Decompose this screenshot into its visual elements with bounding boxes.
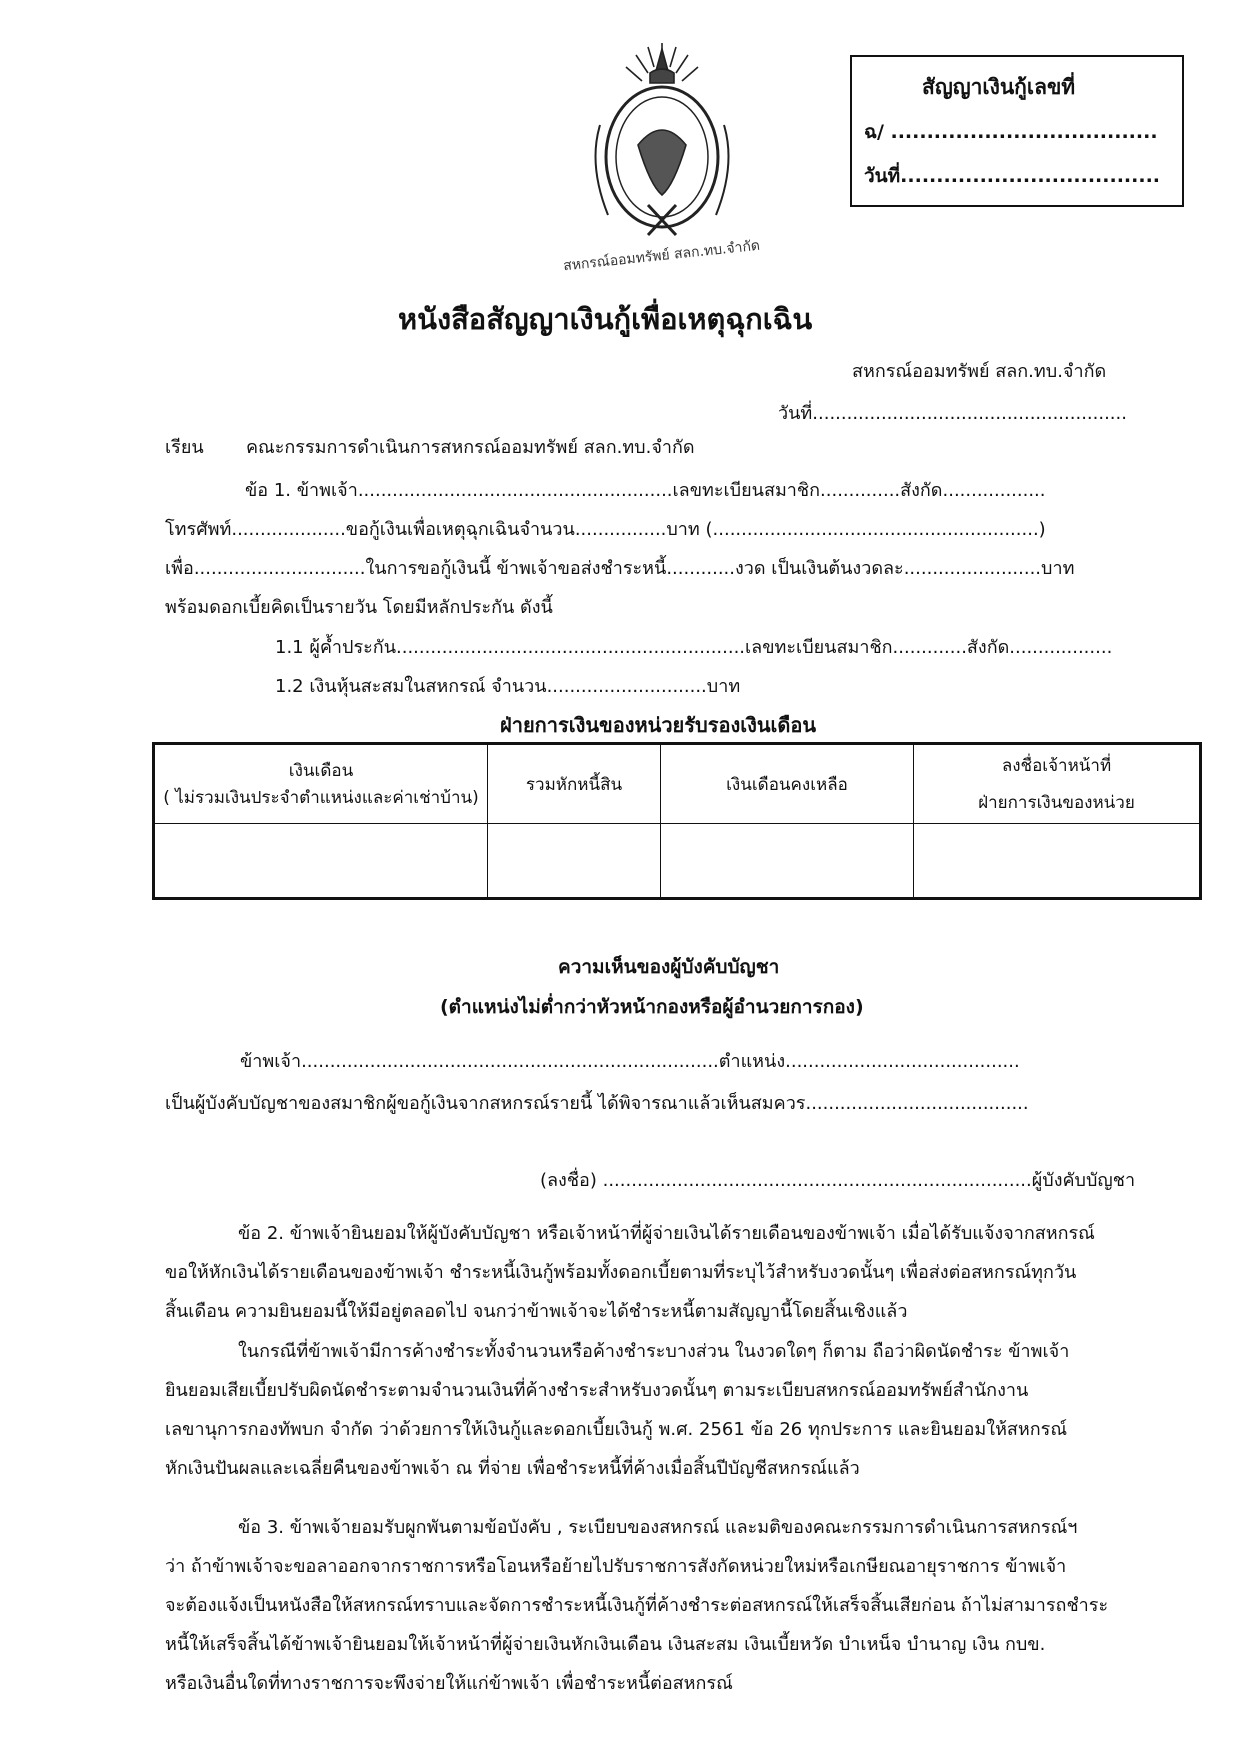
commander-line1[interactable]: ข้าพเจ้า.........................................................................ตำแหน่ง......................................... xyxy=(240,1051,1020,1072)
seal-text: สหกรณ์ออมทรัพย์ สลก.ทบ.จำกัด xyxy=(562,237,761,275)
clause1-line1[interactable]: ข้อ 1. ข้าพเจ้า.......................................................เลขทะเบียนสมาชิก..............สังกัด.................. xyxy=(245,480,1046,501)
clause1-line3[interactable]: เพื่อ..............................ในการขอกู้เงินนี้ ข้าพเจ้าขอส่งชำระหนี้............งวด เป็นเงินต้นงวดละ........................บาท xyxy=(165,558,1075,579)
clause3-line: ข้อ 3. ข้าพเจ้ายอมรับผูกพันตามข้อบังคับ , ระเบียบของสหกรณ์ และมติของคณะกรรมการดำเนินการสหกรณ์ฯ xyxy=(238,1517,1078,1538)
cooperative-seal-emblem xyxy=(562,35,761,275)
clause3-line: หรือเงินอื่นใดที่ทางราชการจะพึงจ่ายให้แก่ข้าพเจ้า เพื่อชำระหนี้ต่อสหกรณ์ xyxy=(165,1673,733,1694)
header-salary: เงินเดือน ( ไม่รวมเงินประจำตำแหน่งและค่าเช่าบ้าน) xyxy=(154,744,488,824)
clause2-line: ยินยอมเสียเบี้ยปรับผิดนัดชำระตามจำนวนเงินที่ค้างชำระสำหรับงวดนั้นๆ ตามระเบียบสหกรณ์ออมทรัพย์สำนักงาน xyxy=(165,1380,1029,1401)
clause1-shares[interactable]: 1.2 เงินหุ้นสะสมในสหกรณ์ จำนวน............................บาท xyxy=(275,676,741,697)
commander-subheading: (ตำแหน่งไม่ต่ำกว่าหัวหน้ากองหรือผู้อำนวยการกอง) xyxy=(440,996,864,1018)
clause2-line: เลขานุการกองทัพบก จำกัด ว่าด้วยการให้เงินกู้และดอกเบี้ยเงินกู้ พ.ศ. 2561 ข้อ 26 ทุกประการ และยินยอมให้สหกรณ์ xyxy=(165,1419,1068,1440)
date-field[interactable]: วันที่....................................................... xyxy=(778,403,1127,424)
page-title: หนังสือสัญญาเงินกู้เพื่อเหตุฉุกเฉิน xyxy=(398,302,813,336)
clause3-line: หนี้ให้เสร็จสิ้นได้ข้าพเจ้ายินยอมให้เจ้าหน้าที่ผู้จ่ายเงินหักเงินเดือน เงินสะสม เงินเบี้ยหวัด บำเหน็จ บำนาญ เงิน กบข. xyxy=(165,1634,1046,1655)
clause2-line: ในกรณีที่ข้าพเจ้ามีการค้างชำระทั้งจำนวนหรือค้างชำระบางส่วน ในงวดใดๆ ก็ตาม ถือว่าผิดนัดชำระ ข้าพเจ้า xyxy=(238,1341,1070,1362)
cell-officer-sign[interactable] xyxy=(914,824,1201,899)
clause2-line: ขอให้หักเงินได้รายเดือนของข้าพเจ้า ชำระหนี้เงินกู้พร้อมทั้งดอกเบี้ยตามที่ระบุไว้สำหรับงวดนั้นๆ เพื่อส่งต่อสหกรณ์ทุกวัน xyxy=(165,1262,1077,1283)
contract-number-field[interactable]: ฉ/ ..................................... xyxy=(864,121,1158,143)
contract-number-box xyxy=(850,55,1184,207)
salary-certification-table xyxy=(152,742,1202,900)
organization-name: สหกรณ์ออมทรัพย์ สลก.ทบ.จำกัด xyxy=(852,361,1107,382)
salutation-text: คณะกรรมการดำเนินการสหกรณ์ออมทรัพย์ สลก.ทบ.จำกัด xyxy=(246,437,695,458)
salutation-label: เรียน xyxy=(165,437,204,458)
clause3-line: จะต้องแจ้งเป็นหนังสือให้สหกรณ์ทราบและจัดการชำระหนี้เงินกู้ที่ค้างชำระต่อสหกรณ์ให้เสร็จสิ้นเสียก่อน ถ้าไม่สามารถชำระ xyxy=(165,1595,1109,1616)
clause1-line2[interactable]: โทรศัพท์....................ขอกู้เงินเพื่อเหตุฉุกเฉินจำนวน................บาท (.........................................................) xyxy=(165,519,1046,540)
contract-box-title: สัญญาเงินกู้เลขที่ xyxy=(922,75,1076,99)
clause2-line: หักเงินปันผลและเฉลี่ยคืนของข้าพเจ้า ณ ที่จ่าย เพื่อชำระหนี้ที่ค้างเมื่อสิ้นปีบัญชีสหกรณ์แล้ว xyxy=(165,1458,860,1479)
cell-total-deduction[interactable] xyxy=(488,824,661,899)
cell-salary[interactable] xyxy=(154,824,488,899)
commander-signature[interactable]: (ลงชื่อ) ...........................................................................ผู้บังคับบัญชา xyxy=(540,1170,1136,1191)
clause1-line4: พร้อมดอกเบี้ยคิดเป็นรายวัน โดยมีหลักประกัน ดังนี้ xyxy=(165,597,553,618)
contract-date-field[interactable]: วันที่.................................... xyxy=(864,165,1161,187)
header-finance-officer-sign: ลงชื่อเจ้าหน้าที่ ฝ่ายการเงินของหน่วย xyxy=(914,744,1201,824)
commander-heading: ความเห็นของผู้บังคับบัญชา xyxy=(558,956,780,978)
finance-heading: ฝ่ายการเงินของหน่วยรับรองเงินเดือน xyxy=(500,713,817,737)
header-remaining-salary: เงินเดือนคงเหลือ xyxy=(661,744,914,824)
clause2-line: สิ้นเดือน ความยินยอมนี้ให้มีอยู่ตลอดไป จนกว่าข้าพเจ้าจะได้ชำระหนี้ตามสัญญานี้โดยสิ้นเชิงแล้ว xyxy=(165,1301,908,1322)
commander-line2[interactable]: เป็นผู้บังคับบัญชาของสมาชิกผู้ขอกู้เงินจากสหกรณ์รายนี้ ได้พิจารณาแล้วเห็นสมควร....................................... xyxy=(165,1093,1029,1114)
clause2-line: ข้อ 2. ข้าพเจ้ายินยอมให้ผู้บังคับบัญชา หรือเจ้าหน้าที่ผู้จ่ายเงินได้รายเดือนของข้าพเจ้า เมื่อได้รับแจ้งจากสหกรณ์ xyxy=(238,1223,1095,1244)
cell-remaining-salary[interactable] xyxy=(661,824,914,899)
header-total-deduction: รวมหักหนี้สิน xyxy=(488,744,661,824)
clause3-line: ว่า ถ้าข้าพเจ้าจะขอลาออกจากราชการหรือโอนหรือย้ายไปรับราชการสังกัดหน่วยใหม่หรือเกษียณอายุราชการ ข้าพเจ้า xyxy=(165,1556,1067,1577)
clause1-guarantor[interactable]: 1.1 ผู้ค้ำประกัน.............................................................เลขทะเบียนสมาชิก.............สังกัด.................. xyxy=(275,637,1113,658)
